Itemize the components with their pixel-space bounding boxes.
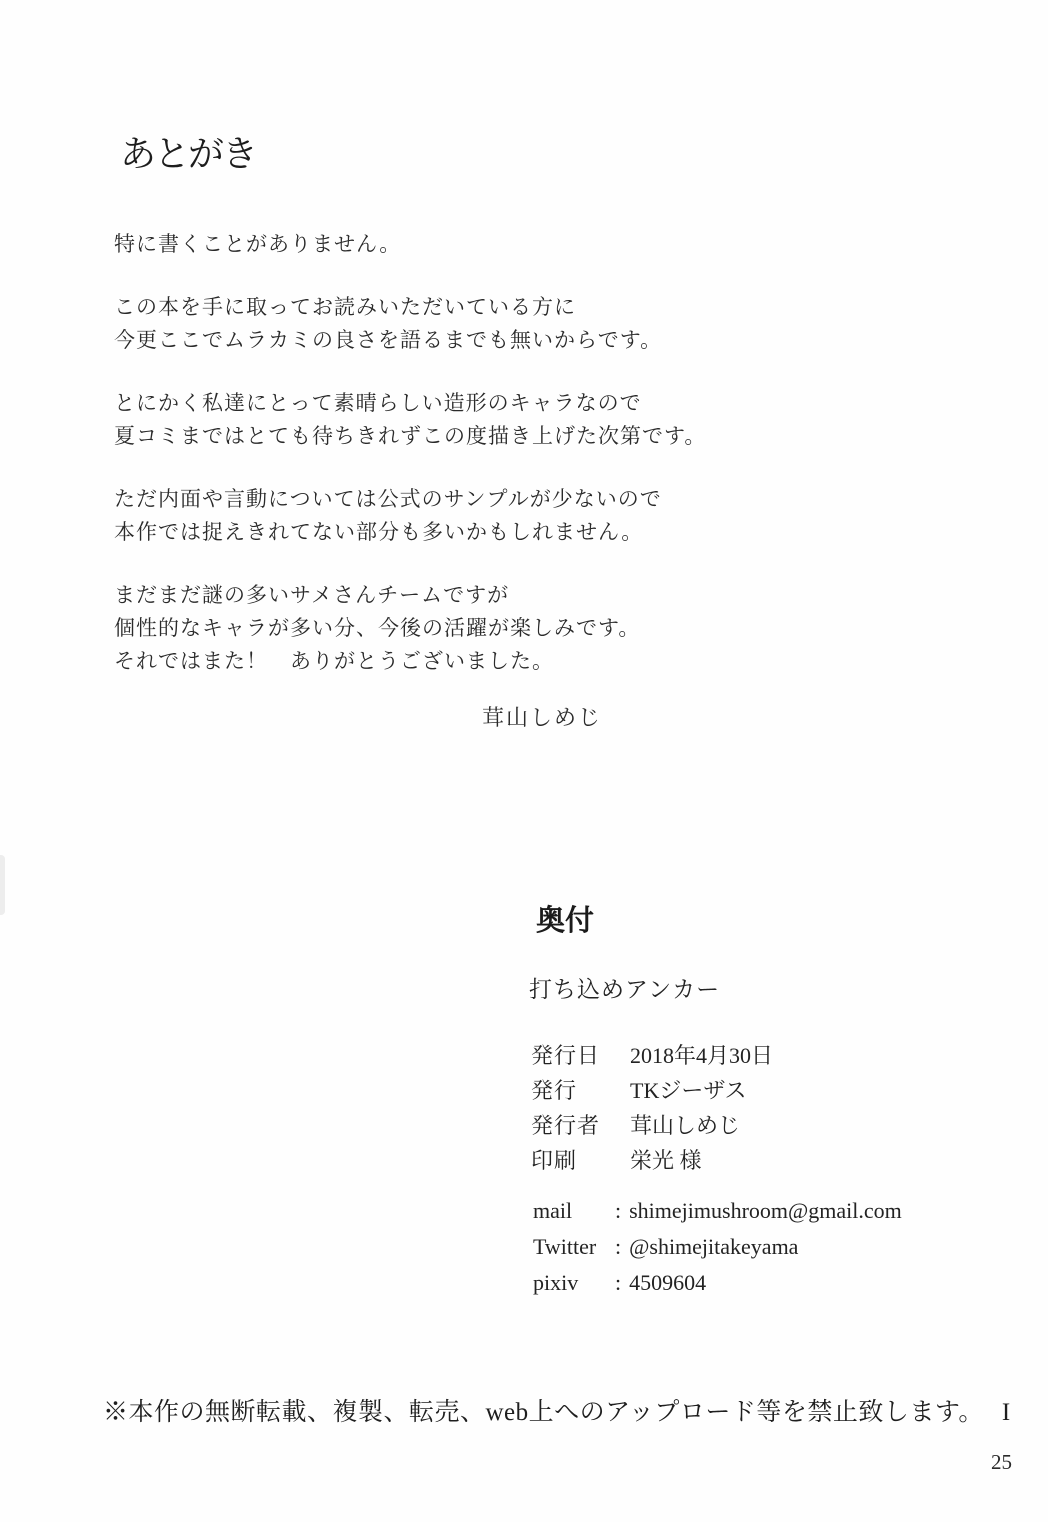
contact-row-mail xyxy=(533,1193,902,1229)
colophon-contacts xyxy=(533,1193,902,1301)
work-title: 打ち込めアンカー xyxy=(529,977,721,1002)
detail-label: 発行者 xyxy=(531,1113,601,1138)
afterword-line: とにかく私達にとって素晴らしい造形のキャラなので xyxy=(114,391,642,415)
afterword-line: この本を手に取ってお読みいただいている方に xyxy=(114,295,576,319)
afterword-paragraph-4 xyxy=(114,483,706,549)
colophon-details xyxy=(531,1038,773,1178)
contact-row-pixiv xyxy=(533,1265,902,1301)
afterword-paragraph-1 xyxy=(114,228,706,261)
afterword-paragraph-5 xyxy=(114,579,706,678)
contact-label: mail xyxy=(533,1198,573,1223)
detail-row-publication-date xyxy=(531,1038,773,1073)
detail-value: 栄光 様 xyxy=(630,1148,702,1173)
scan-smudge xyxy=(0,855,5,915)
afterword-heading: あとがき xyxy=(120,134,257,174)
contact-colon: : xyxy=(615,1234,622,1259)
detail-label: 発行 xyxy=(531,1078,578,1103)
detail-value: 茸山しめじ xyxy=(630,1113,741,1138)
contact-colon: : xyxy=(615,1270,622,1295)
afterword-line: ただ内面や言動については公式のサンプルが少ないので xyxy=(114,487,662,511)
detail-row-publisher-circle xyxy=(531,1073,773,1108)
detail-value: 2018年4月30日 xyxy=(630,1043,774,1068)
contact-value-email: shimejimushroom@gmail.com xyxy=(629,1198,902,1223)
detail-label: 印刷 xyxy=(531,1148,578,1173)
colophon-heading: 奥付 xyxy=(536,905,595,937)
detail-label: 発行日 xyxy=(531,1043,601,1068)
afterword-line: 特に書くことがありません。 xyxy=(114,232,402,256)
contact-row-twitter xyxy=(533,1229,902,1265)
afterword-paragraph-3 xyxy=(114,387,706,453)
copyright-disclaimer xyxy=(103,1392,1011,1428)
page-number: 25 xyxy=(991,1450,1012,1474)
detail-value: TKジーザス xyxy=(630,1078,747,1103)
contact-value-twitter: @shimejitakeyama xyxy=(629,1234,799,1259)
contact-colon: : xyxy=(615,1198,622,1223)
afterword-line: 本作では捉えきれてない部分も多いかもしれません。 xyxy=(114,520,644,544)
detail-row-printer xyxy=(531,1143,773,1178)
afterword-line: まだまだ謎の多いサメさんチームですが xyxy=(114,583,510,607)
afterword-line: それではまた！ ありがとうございました。 xyxy=(114,649,554,673)
afterword-paragraph-2 xyxy=(114,291,706,357)
disclaimer-text: ※本作の無断転載、複製、転売、web上へのアップロード等を禁止致します。 xyxy=(103,1399,984,1426)
contact-label: Twitter xyxy=(533,1234,597,1259)
detail-row-publisher-person xyxy=(531,1108,773,1143)
contact-label: pixiv xyxy=(533,1270,579,1295)
afterword-line: 個性的なキャラが多い分、今後の活躍が楽しみです。 xyxy=(114,616,641,640)
afterword-line: 今更ここでムラカミの良さを語るまでも無いからです。 xyxy=(114,328,663,352)
contact-value-pixiv: 4509604 xyxy=(629,1270,707,1295)
afterword-body xyxy=(114,228,706,708)
afterword-line: 夏コミまではとても待ちきれずこの度描き上げた次第です。 xyxy=(114,424,707,448)
disclaimer-suffix-mark: I xyxy=(1001,1399,1011,1426)
author-signature: 茸山しめじ xyxy=(482,705,603,730)
